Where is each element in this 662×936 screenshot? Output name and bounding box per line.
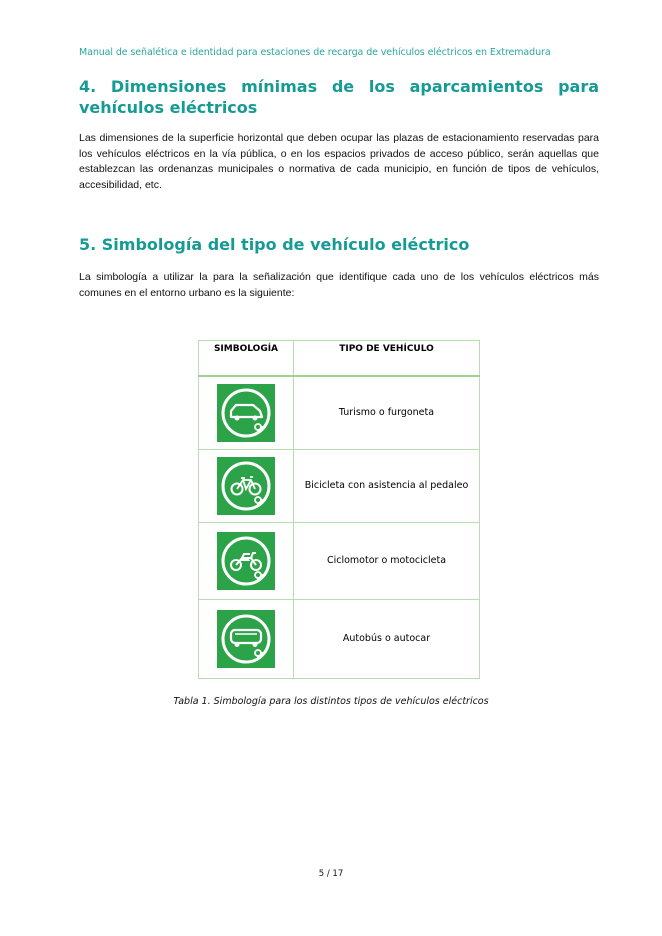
vehicle-label: Turismo o furgoneta (294, 376, 480, 449)
symbology-table (198, 340, 480, 679)
motorcycle-charging-icon (217, 532, 275, 590)
vehicle-label: Autobús o autocar (294, 599, 480, 678)
ebike-charging-icon (217, 457, 275, 515)
page-number: 5 / 17 (318, 869, 344, 879)
header-symbology: SIMBOLOGÍA (199, 341, 294, 377)
bus-charging-icon (217, 610, 275, 668)
section-4-title: 4. Dimensiones mínimas de los aparcamientos para vehículos eléctricos (79, 77, 599, 117)
section-4-body: Las dimensiones de la superficie horizontal que deben ocupar las plazas de estacionamiento reservadas para los vehículos eléctricos en la vía pública, o en los espacios privados de acceso público, serán aquellas que establezcan las ordenanzas municipales o normativa de cada municipio, en función de tipos de vehículos, accesibilidad, etc. (79, 132, 599, 191)
table-row (199, 449, 480, 522)
table-caption: Tabla 1. Simbología para los distintos tipos de vehículos eléctricos (173, 696, 489, 707)
table-header-row (199, 341, 480, 377)
table-row (199, 599, 480, 678)
running-header: Manual de señalética e identidad para estaciones de recarga de vehículos eléctricos en Extremadura (79, 47, 551, 58)
car-charging-icon (217, 384, 275, 442)
vehicle-label: Bicicleta con asistencia al pedaleo (294, 449, 480, 522)
section-5-title: 5. Simbología del tipo de vehículo eléctrico (79, 235, 470, 254)
header-vehicle-type: TIPO DE VEHÍCULO (294, 341, 480, 377)
table-row (199, 376, 480, 449)
vehicle-label: Ciclomotor o motocicleta (294, 522, 480, 599)
table-row (199, 522, 480, 599)
section-5-body: La simbología a utilizar la para la señalización que identifique cada uno de los vehículos eléctricos más comunes en el entorno urbano es la siguiente: (79, 271, 599, 299)
